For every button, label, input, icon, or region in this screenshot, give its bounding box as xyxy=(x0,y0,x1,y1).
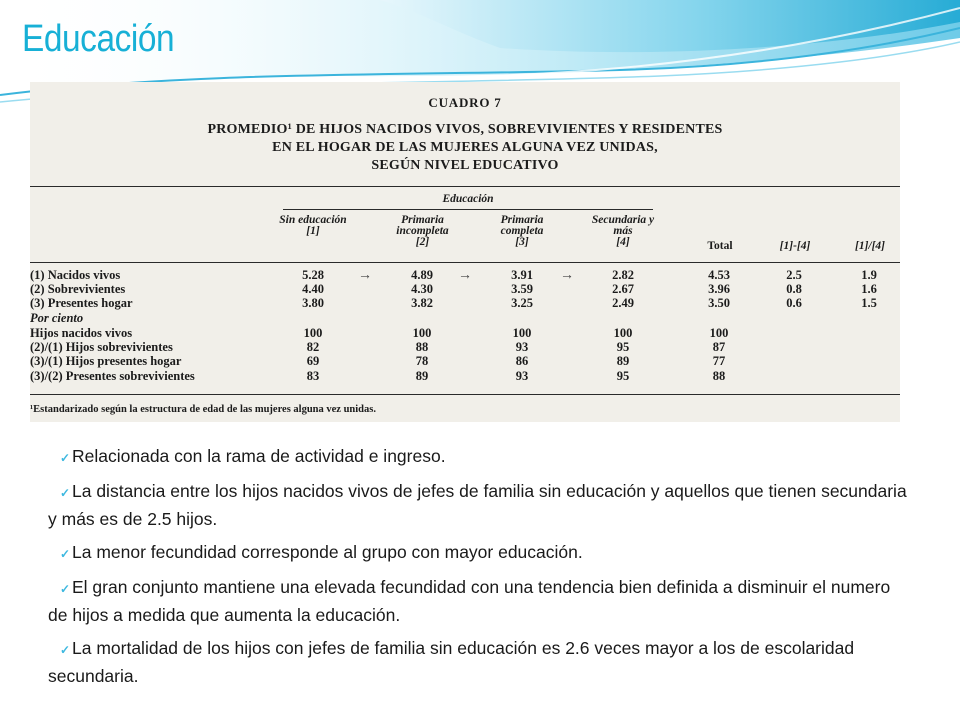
table-cell: 87 xyxy=(712,340,726,354)
table-cell: 3.82 xyxy=(411,296,433,310)
table-title-line-1: PROMEDIO¹ DE HIJOS NACIDOS VIVOS, SOBREVIVIENTES Y RESIDENTES xyxy=(207,122,723,137)
table-cell: 1.6 xyxy=(861,282,877,296)
table-cell: 69 xyxy=(306,354,320,368)
table-cell: 95 xyxy=(616,369,630,383)
table-cell: 2.67 xyxy=(612,282,634,296)
table-cell: 100 xyxy=(512,326,532,340)
table-cell: 95 xyxy=(616,340,630,354)
bullet-item: ✓ La menor fecundidad corresponde al grupo con mayor educación. xyxy=(48,539,908,567)
table-cell: 89 xyxy=(415,369,429,383)
row-label: (2) Sobrevivientes xyxy=(30,282,126,296)
table-cell: 83 xyxy=(306,369,320,383)
table-scan xyxy=(30,82,900,422)
group-header-rule xyxy=(283,209,653,210)
col-header-3: Primaria completa [3] xyxy=(500,214,544,248)
col-header-ratio: [1]/[4] xyxy=(854,240,885,252)
col-header-4: Secundaria y más [4] xyxy=(591,214,655,248)
col-header-total: Total xyxy=(707,240,733,252)
bullet-item: ✓ El gran conjunto mantiene una elevada fecundidad con una tendencia bien definida a disminuir el numero de hijos a medida que aumenta la educación. xyxy=(48,577,891,625)
checkmark-icon: ✓ xyxy=(60,486,71,500)
right-arrow-icon: → xyxy=(560,268,574,283)
table-cell: 93 xyxy=(515,369,529,383)
table-cell: 100 xyxy=(303,326,323,340)
table-cell: 3.50 xyxy=(708,296,730,310)
table-cell: 77 xyxy=(712,354,726,368)
slide-title: Educación xyxy=(22,18,175,60)
table-cell: 3.96 xyxy=(708,282,730,296)
table-cell: 3.80 xyxy=(302,296,324,310)
table-cell: 4.40 xyxy=(302,282,324,296)
col-header-2: Primaria incompleta [2] xyxy=(396,214,449,248)
header-bottom-rule xyxy=(30,262,900,263)
table-cell: 5.28 xyxy=(302,268,324,282)
row-label: Por ciento xyxy=(30,311,84,325)
table-cell: 100 xyxy=(709,326,729,340)
table-cell: 93 xyxy=(515,340,529,354)
row-label: (2)/(1) Hijos sobrevivientes xyxy=(30,340,173,354)
right-arrow-icon: → xyxy=(458,268,472,283)
checkmark-icon: ✓ xyxy=(60,582,71,596)
table-bottom-rule xyxy=(30,394,900,395)
row-label: (3)/(1) Hijos presentes hogar xyxy=(30,354,182,368)
bullet-item: ✓ La distancia entre los hijos nacidos vivos de jefes de familia sin educación y aquellos que tienen secundaria y más es de 2.5 hijos. xyxy=(48,481,907,529)
bullet-item: ✓ Relacionada con la rama de actividad e ingreso. xyxy=(48,443,908,471)
table-cell: 2.49 xyxy=(612,296,634,310)
table-cell: 100 xyxy=(613,326,633,340)
checkmark-icon: ✓ xyxy=(60,643,71,657)
table-cell: 86 xyxy=(515,354,529,368)
table-cell: 1.9 xyxy=(861,268,877,282)
checkmark-icon: ✓ xyxy=(60,547,71,561)
table-cell: 4.89 xyxy=(411,268,433,282)
table-cell: 1.5 xyxy=(861,296,877,310)
table-cell: 88 xyxy=(712,369,726,383)
right-arrow-icon: → xyxy=(358,268,372,283)
bullet-list xyxy=(48,443,908,696)
table-cell: 3.91 xyxy=(511,268,533,282)
row-label: Hijos nacidos vivos xyxy=(30,326,133,340)
table-cell: 4.53 xyxy=(708,268,730,282)
table-cell: 82 xyxy=(306,340,320,354)
row-label: (3) Presentes hogar xyxy=(30,296,133,310)
group-header: Educación xyxy=(442,193,494,205)
table-footnote: ¹Estandarizado según la estructura de edad de las mujeres alguna vez unidas. xyxy=(30,404,376,415)
row-label: (3)/(2) Presentes sobrevivientes xyxy=(30,369,195,383)
table-cell: 88 xyxy=(415,340,429,354)
bullet-item: ✓ La mortalidad de los hijos con jefes de familia sin educación es 2.6 veces mayor a los de escolaridad secundaria. xyxy=(48,638,855,686)
table-cell: 0.6 xyxy=(786,296,802,310)
table-cell: 100 xyxy=(412,326,432,340)
row-label: (1) Nacidos vivos xyxy=(30,268,121,282)
col-header-diff: [1]-[4] xyxy=(779,240,811,252)
table-cell: 78 xyxy=(415,354,429,368)
table-cell: 3.25 xyxy=(511,296,533,310)
checkmark-icon: ✓ xyxy=(60,451,71,465)
table-cell: 2.5 xyxy=(786,268,802,282)
table-cell: 0.8 xyxy=(786,282,802,296)
table-cell: 4.30 xyxy=(411,282,433,296)
table-cell: 3.59 xyxy=(511,282,533,296)
table-title-line-3: SEGÚN NIVEL EDUCATIVO xyxy=(371,158,559,173)
table-caption: CUADRO 7 xyxy=(428,95,502,110)
table-cell: 89 xyxy=(616,354,630,368)
table-title-line-2: EN EL HOGAR DE LAS MUJERES ALGUNA VEZ UNIDAS, xyxy=(272,140,658,155)
table-cell: 2.82 xyxy=(612,268,634,282)
table-top-rule xyxy=(30,186,900,187)
col-header-1: Sin educación [1] xyxy=(279,214,347,237)
